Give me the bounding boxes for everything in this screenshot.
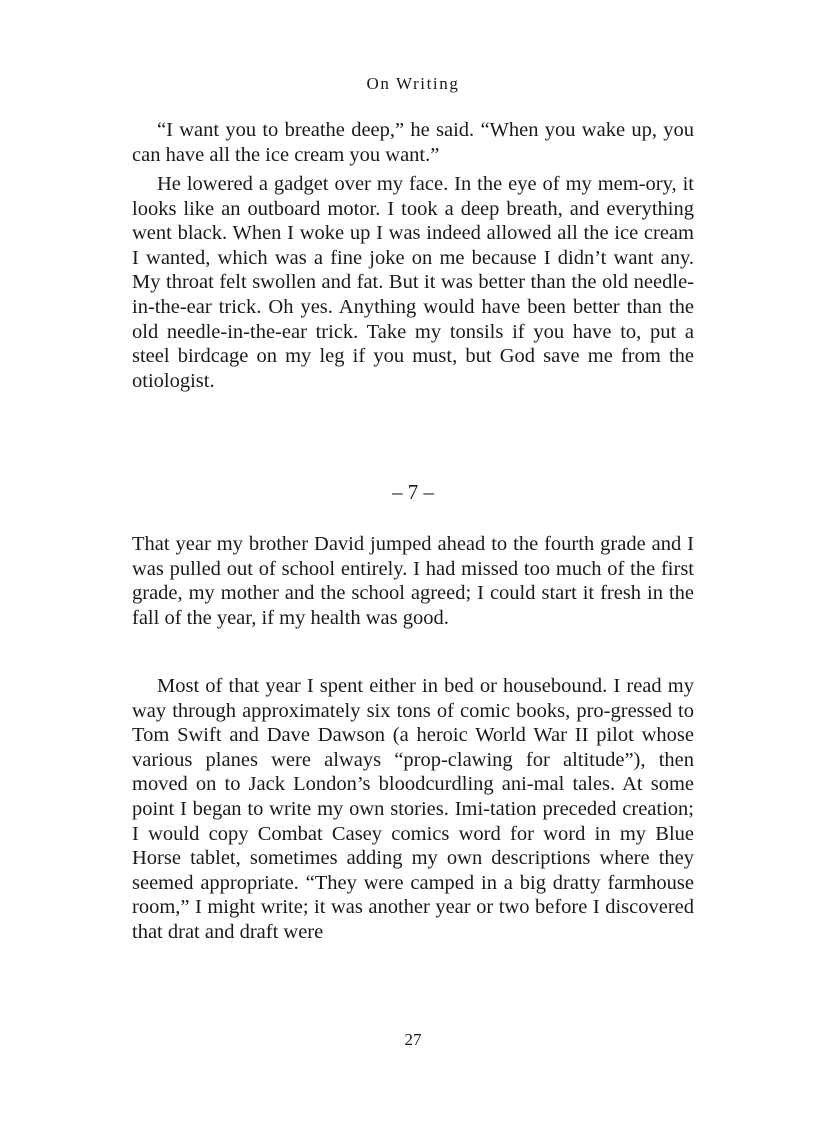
paragraph: He lowered a gadget over my face. In the eye of my mem-ory, it looks like an outboard motor. I took a deep breath, and everything went black. When I woke up I was indeed allowed all the ice cream I wanted, which was a fine joke on me because I didn’t want any. My throat felt swollen and fat. But it was better than the old needle-in-the-ear trick. Oh yes. Anything would have been better than the old needle-in-the-ear trick. Take my tonsils if you have to, put a steel birdcage on my leg if you must, but God save me from the otiologist. bbox=[132, 173, 694, 392]
section-number: – 7 – bbox=[392, 480, 434, 504]
paragraph: That year my brother David jumped ahead to the fourth grade and I was pulled out of school entirely. I had missed too much of the first grade, my mother and the school agreed; I could start it fresh in the fall of the year, if my health was good. bbox=[132, 533, 694, 629]
paragraph: “I want you to breathe deep,” he said. “When you wake up, you can have all the ice cream you want.” bbox=[132, 119, 694, 166]
book-page bbox=[132, 0, 694, 1123]
page-number: 27 bbox=[404, 1030, 422, 1049]
paragraph: Most of that year I spent either in bed or housebound. I read my way through approximately six tons of comic books, pro-gressed to Tom Swift and Dave Dawson (a heroic World War II pilot whose various planes were always “prop-clawing for altitude”), then moved on to Jack London’s bloodcurdling ani-mal tales. At some point I began to write my own stories. Imi-tation preceded creation; I would copy Combat Casey comics word for word in my Blue Horse tablet, sometimes adding my own descriptions where they seemed appropriate. “They were camped in a big dratty farmhouse room,” I might write; it was another year or two before I discovered that drat and draft were bbox=[132, 675, 694, 943]
running-head-title: On Writing bbox=[366, 74, 460, 93]
